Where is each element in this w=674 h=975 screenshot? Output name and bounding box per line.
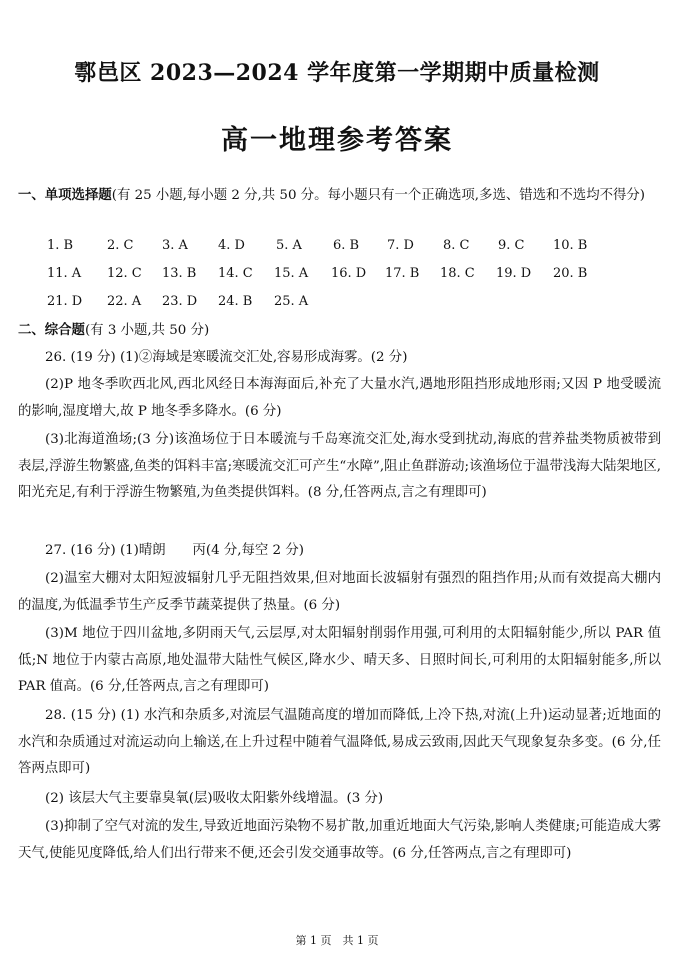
answer-item: 25. A bbox=[274, 294, 309, 309]
answer-item: 2. C bbox=[107, 238, 134, 253]
answer-item: 4. D bbox=[218, 238, 245, 253]
answer-item: 18. C bbox=[440, 266, 475, 281]
answer-item: 21. D bbox=[47, 294, 83, 309]
q27-part3: (3)M 地位于四川盆地,多阴雨天气,云层厚,对太阳辐射削弱作用强,可利用的太阳辐射能少,所以 PAR 值低;N 地位于内蒙古高原,地处温带大陆性气候区,降水少、晴天多、日照时间长,可利用的太阳辐射能多,所以 PAR 值高。(6 分,任答两点,言之有理即可) bbox=[18, 626, 661, 694]
answer-item: 15. A bbox=[274, 266, 309, 281]
answer-item: 7. D bbox=[387, 238, 414, 253]
answer-item: 14. C bbox=[218, 266, 253, 281]
page-footer: 第 1 页 共 1 页 bbox=[295, 934, 379, 947]
answer-item: 22. A bbox=[107, 294, 142, 309]
section-1-text: (有 25 小题,每小题 2 分,共 50 分。每小题只有一个正确选项,多选、错选和不选均不得分) bbox=[111, 188, 645, 203]
answer-item: 12. C bbox=[107, 266, 142, 281]
q28-part3: (3)抑制了空气对流的发生,导致近地面污染物不易扩散,加重近地面大气污染,影响人类健康;可能造成大雾天气,使能见度降低,给人们出行带来不便,还会引发交通事故等。(6 分,任答两点,言之有理即可) bbox=[18, 819, 661, 861]
section-1-instructions bbox=[18, 182, 660, 210]
section-2-text: (有 3 小题,共 50 分) bbox=[84, 323, 210, 338]
q27-part1: 27. (16 分) (1)晴朗 丙(4 分,每空 2 分) bbox=[45, 543, 304, 558]
answer-item: 11. A bbox=[47, 266, 82, 281]
answer-item: 17. B bbox=[385, 266, 420, 281]
q26-part2: (2)P 地冬季吹西北风,西北风经日本海海面后,补充了大量水汽,遇地形阻挡形成地形雨;又因 P 地受暖流的影响,湿度增大,故 P 地冬季多降水。(6 分) bbox=[18, 377, 661, 419]
answer-item: 24. B bbox=[218, 294, 253, 309]
answer-item: 23. D bbox=[162, 294, 198, 309]
answer-item: 20. B bbox=[553, 266, 588, 281]
q26-part1: 26. (19 分) (1)②海域是寒暖流交汇处,容易形成海雾。(2 分) bbox=[45, 350, 408, 365]
q28-part1: 28. (15 分) (1) 水汽和杂质多,对流层气温随高度的增加而降低,上冷下热,对流(上升)运动显著;近地面的水汽和杂质通过对流运动向上输送,在上升过程中随着气温降低,易成云致雨,因此天气现象复杂多变。(6 分,任答两点即可) bbox=[18, 708, 661, 776]
answer-item: 3. A bbox=[162, 238, 188, 253]
section-1-heading: 一、单项选择题 bbox=[18, 187, 112, 203]
answer-item: 6. B bbox=[333, 238, 360, 253]
answer-item: 13. B bbox=[162, 266, 197, 281]
answer-item: 19. D bbox=[496, 266, 532, 281]
exam-title: 鄠邑区 2023—2024 学年度第一学期期中质量检测 bbox=[74, 60, 600, 86]
section-2-instructions bbox=[18, 317, 660, 345]
answer-item: 9. C bbox=[498, 238, 525, 253]
q26-part3: (3)北海道渔场;(3 分)该渔场位于日本暖流与千岛寒流交汇处,海水受到扰动,海底的营养盐类物质被带到表层,浮游生物繁盛,鱼类的饵料丰富;寒暖流交汇可产生“水障”,阻止鱼群游动;该渔场位于温带浅海大陆架地区,阳光充足,有利于浮游生物繁殖,为鱼类提供饵料。(8 分,任答两点,言之有理即可) bbox=[18, 432, 661, 500]
answer-item: 5. A bbox=[276, 238, 302, 253]
q27-part2: (2)温室大棚对太阳短波辐射几乎无阻挡效果,但对地面长波辐射有强烈的阻挡作用;从而有效提高大棚内的温度,为低温季节生产反季节蔬菜提供了热量。(6 分) bbox=[18, 571, 661, 613]
q28-part2: (2) 该层大气主要靠臭氧(层)吸收太阳紫外线增温。(3 分) bbox=[45, 791, 384, 806]
section-2-heading: 二、综合题 bbox=[18, 322, 85, 338]
answer-item: 1. B bbox=[47, 238, 74, 253]
answer-item: 8. C bbox=[443, 238, 470, 253]
answer-item: 16. D bbox=[331, 266, 367, 281]
answer-item: 10. B bbox=[553, 238, 588, 253]
document-subtitle: 高一地理参考答案 bbox=[221, 125, 453, 156]
